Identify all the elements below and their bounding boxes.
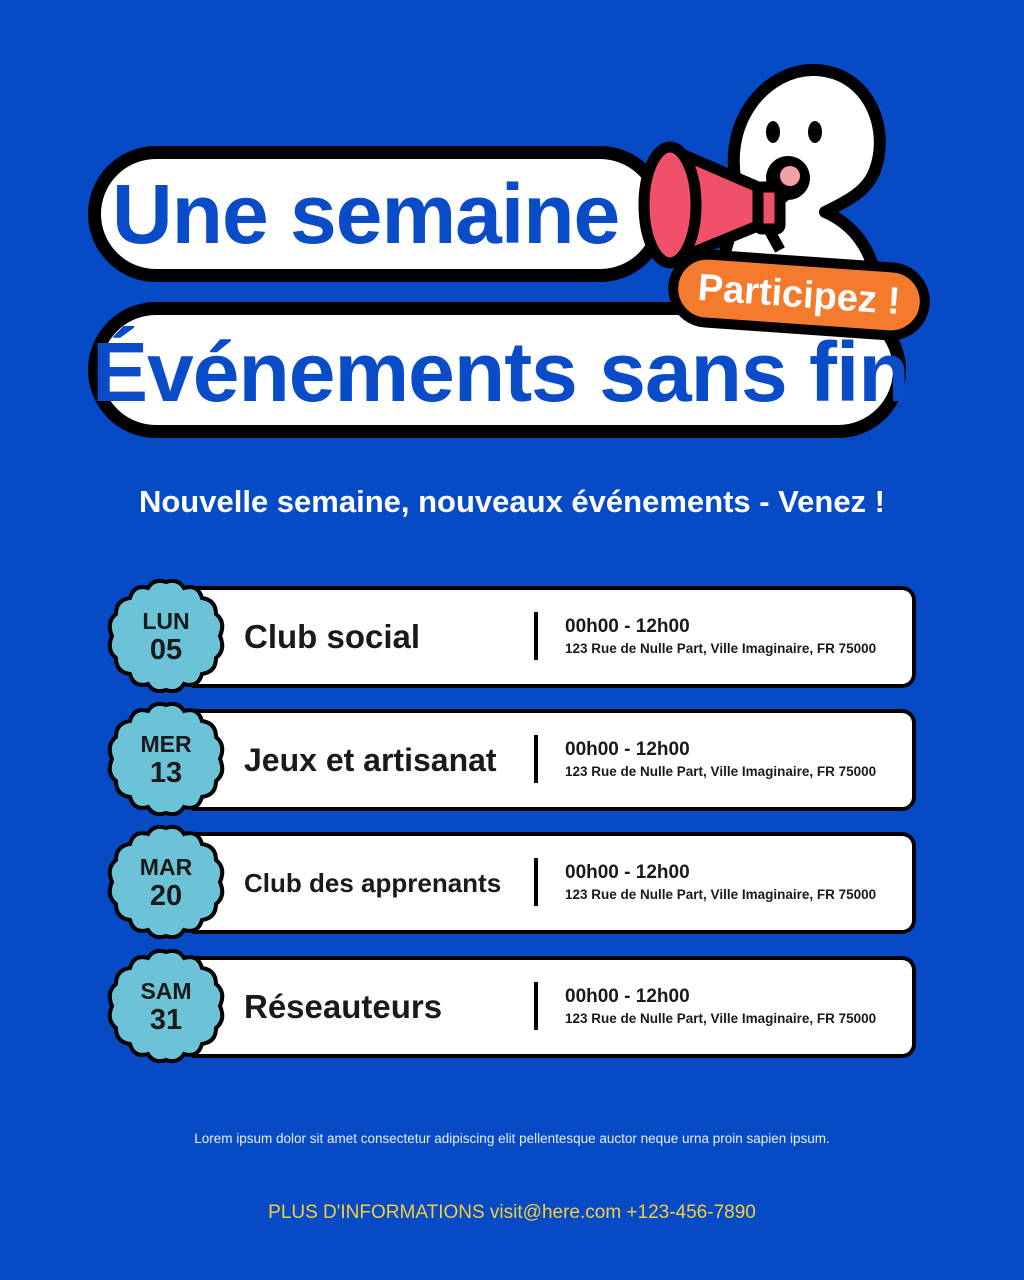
event-day: MAR: [139, 854, 193, 880]
event-date: 13: [149, 757, 183, 789]
event-time: 00h00 - 12h00: [565, 616, 690, 637]
title-line-2: Événements sans fin: [92, 325, 909, 419]
event-row[interactable]: [106, 709, 918, 813]
divider: [534, 982, 538, 1030]
event-day: MER: [140, 731, 192, 757]
footer-description: Lorem ipsum dolor sit amet consectetur adipiscing elit pellentesque auctor neque urna proin sapien ipsum.: [194, 1131, 830, 1146]
divider: [534, 612, 538, 660]
event-date: 05: [149, 634, 183, 666]
event-address: 123 Rue de Nulle Part, Ville Imaginaire, FR 75000: [565, 764, 877, 779]
event-row[interactable]: [106, 832, 918, 936]
event-row[interactable]: [106, 956, 918, 1060]
event-time: 00h00 - 12h00: [565, 986, 690, 1007]
event-time: 00h00 - 12h00: [565, 862, 690, 883]
event-name: Réseauteurs: [244, 988, 443, 1025]
event-address: 123 Rue de Nulle Part, Ville Imaginaire, FR 75000: [565, 887, 877, 902]
event-date: 20: [149, 880, 183, 912]
event-day: SAM: [140, 978, 192, 1004]
event-date: 31: [149, 1004, 183, 1036]
contact-info[interactable]: PLUS D'INFORMATIONS visit@here.com +123-456-7890: [268, 1202, 756, 1223]
event-address: 123 Rue de Nulle Part, Ville Imaginaire, FR 75000: [565, 641, 877, 656]
divider: [534, 858, 538, 906]
divider: [534, 735, 538, 783]
event-address: 123 Rue de Nulle Part, Ville Imaginaire, FR 75000: [565, 1011, 877, 1026]
event-name: Club des apprenants: [244, 867, 502, 898]
event-time: 00h00 - 12h00: [565, 739, 690, 760]
participate-label: Participez !: [696, 266, 902, 323]
event-name: Club social: [244, 618, 421, 655]
title-line-1: Une semaine: [112, 167, 620, 261]
subtitle: Nouvelle semaine, nouveaux événements - Venez !: [138, 484, 885, 519]
event-name: Jeux et artisanat: [244, 741, 497, 778]
event-day: LUN: [142, 608, 190, 634]
event-row[interactable]: [106, 586, 918, 690]
